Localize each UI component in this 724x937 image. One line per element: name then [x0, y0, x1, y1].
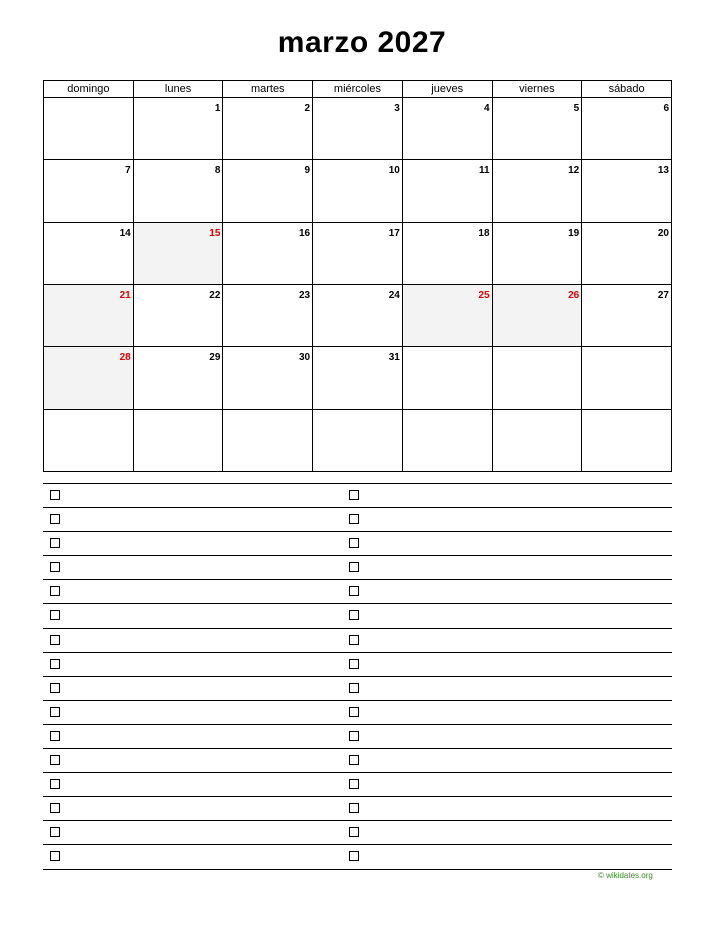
day-cell[interactable] [492, 222, 582, 284]
checkbox-icon[interactable] [349, 635, 359, 645]
day-cell[interactable] [402, 160, 492, 222]
day-number [579, 359, 581, 360]
calendar-title: marzo 2027 [277, 26, 447, 59]
checklist-row [43, 772, 672, 796]
checkbox-icon[interactable] [50, 659, 60, 669]
checkbox-icon[interactable] [349, 827, 359, 837]
day-cell[interactable] [582, 160, 672, 222]
day-number [310, 422, 312, 423]
checkbox-icon[interactable] [50, 586, 60, 596]
checkbox-icon[interactable] [349, 538, 359, 548]
day-number: 1 [214, 103, 221, 114]
day-cell[interactable] [223, 284, 313, 346]
day-number: 13 [657, 165, 669, 177]
checkbox-icon[interactable] [50, 755, 60, 765]
checkbox-icon[interactable] [349, 683, 359, 693]
day-cell[interactable] [223, 409, 313, 471]
checkbox-icon[interactable] [50, 683, 60, 693]
checkbox-icon[interactable] [349, 490, 359, 500]
day-number: 2 [304, 103, 311, 114]
day-number: 27 [657, 289, 669, 301]
checkbox-icon[interactable] [50, 610, 60, 620]
day-number: 23 [298, 289, 311, 301]
day-number: 12 [568, 165, 580, 177]
day-number: 21 [119, 289, 131, 301]
weekday-header: martes [223, 81, 313, 98]
day-number: 18 [478, 227, 490, 239]
day-cell[interactable] [133, 160, 223, 222]
day-cell[interactable] [582, 284, 672, 346]
day-cell[interactable] [582, 222, 672, 284]
day-cell[interactable] [223, 222, 313, 284]
checklist-row [43, 724, 672, 748]
day-number: 22 [209, 289, 221, 301]
weekday-header: lunes [133, 81, 223, 98]
checkbox-icon[interactable] [50, 538, 60, 548]
checklist-row [43, 555, 672, 579]
week-row [44, 284, 672, 346]
checkbox-icon[interactable] [50, 779, 60, 789]
checklist-row [43, 531, 672, 555]
day-cell[interactable] [582, 347, 672, 409]
day-number [669, 422, 671, 423]
day-cell[interactable] [492, 160, 582, 222]
checklist-row [43, 820, 672, 844]
checklist-row [43, 603, 672, 627]
weekday-header: domingo [44, 81, 134, 98]
checkbox-icon[interactable] [349, 803, 359, 813]
day-number: 14 [119, 227, 131, 239]
checkbox-icon[interactable] [349, 851, 359, 861]
day-cell[interactable] [492, 347, 582, 409]
day-number: 30 [298, 352, 311, 364]
week-row [44, 160, 672, 222]
day-number: 19 [568, 227, 580, 239]
day-cell[interactable] [133, 409, 223, 471]
day-cell[interactable] [313, 347, 403, 409]
day-number [400, 422, 402, 423]
day-number: 25 [478, 289, 490, 301]
day-cell[interactable] [582, 409, 672, 471]
day-number [490, 422, 492, 423]
day-number: 7 [125, 165, 131, 177]
day-number: 15 [209, 227, 221, 239]
weekday-header-row [44, 81, 672, 98]
week-row [44, 347, 672, 409]
month-grid [43, 80, 672, 472]
week-row [44, 222, 672, 284]
day-cell[interactable] [223, 347, 313, 409]
day-number [131, 422, 133, 423]
day-number: 20 [657, 227, 669, 239]
day-cell[interactable] [44, 409, 134, 471]
day-cell[interactable] [402, 409, 492, 471]
day-cell[interactable] [44, 222, 134, 284]
checkbox-icon[interactable] [50, 490, 60, 500]
day-cell[interactable] [492, 98, 582, 160]
weekday-header: sábado [582, 81, 672, 98]
day-number: 24 [388, 289, 400, 301]
day-cell[interactable] [133, 98, 223, 160]
day-cell[interactable] [44, 160, 134, 222]
weekday-header: viernes [492, 81, 582, 98]
day-cell[interactable] [223, 160, 313, 222]
checkbox-icon[interactable] [50, 562, 60, 572]
checkbox-icon[interactable] [50, 514, 60, 524]
day-cell[interactable] [492, 409, 582, 471]
checkbox-icon[interactable] [50, 803, 60, 813]
checklist-row [43, 652, 672, 676]
checklist-row [43, 748, 672, 772]
day-number: 6 [663, 103, 669, 114]
checkbox-icon[interactable] [349, 659, 359, 669]
checklist-row [43, 579, 672, 603]
checkbox-icon[interactable] [50, 827, 60, 837]
day-cell[interactable] [313, 222, 403, 284]
day-number: 8 [214, 165, 221, 177]
day-cell[interactable] [313, 409, 403, 471]
day-cell[interactable] [133, 284, 223, 346]
day-cell[interactable] [133, 347, 223, 409]
day-number [220, 422, 222, 423]
checkbox-icon[interactable] [50, 707, 60, 717]
checklist-row [43, 507, 672, 531]
day-cell[interactable] [402, 347, 492, 409]
day-number: 4 [483, 103, 490, 114]
checkbox-icon[interactable] [349, 707, 359, 717]
checklist [43, 483, 672, 870]
day-number [490, 359, 492, 360]
checkbox-icon[interactable] [349, 755, 359, 765]
checkbox-icon[interactable] [50, 731, 60, 741]
day-cell[interactable] [44, 347, 134, 409]
day-number: 31 [388, 352, 400, 364]
weekday-header: jueves [402, 81, 492, 98]
day-cell[interactable] [402, 222, 492, 284]
day-number [669, 359, 671, 360]
checklist-row [43, 628, 672, 652]
day-cell[interactable] [44, 284, 134, 346]
day-cell[interactable] [402, 98, 492, 160]
day-number: 3 [394, 103, 400, 114]
day-number: 16 [298, 227, 311, 239]
day-number: 9 [304, 165, 311, 177]
checkbox-icon[interactable] [349, 562, 359, 572]
day-number [131, 110, 133, 111]
day-cell[interactable] [582, 98, 672, 160]
day-number: 10 [388, 165, 400, 177]
checkbox-icon[interactable] [349, 779, 359, 789]
checklist-row [43, 796, 672, 820]
day-number: 5 [573, 103, 580, 114]
day-cell[interactable] [402, 284, 492, 346]
checkbox-icon[interactable] [50, 635, 60, 645]
checkbox-icon[interactable] [349, 586, 359, 596]
day-cell[interactable] [223, 98, 313, 160]
day-number: 29 [209, 352, 221, 364]
day-cell[interactable] [313, 98, 403, 160]
day-number: 26 [568, 289, 580, 301]
day-cell[interactable] [133, 222, 223, 284]
checkbox-icon[interactable] [349, 731, 359, 741]
day-cell[interactable] [492, 284, 582, 346]
checkbox-icon[interactable] [50, 851, 60, 861]
checklist-row [43, 483, 672, 507]
checkbox-icon[interactable] [349, 514, 359, 524]
day-number: 28 [119, 352, 131, 364]
day-cell[interactable] [313, 284, 403, 346]
weekday-header: miércoles [313, 81, 403, 98]
footer-credit: © wikidates.org [598, 871, 653, 880]
day-number [579, 422, 581, 423]
checklist-row [43, 844, 672, 869]
week-row [44, 409, 672, 471]
checklist-row [43, 700, 672, 724]
day-number: 11 [478, 165, 490, 177]
day-cell[interactable] [313, 160, 403, 222]
checkbox-icon[interactable] [349, 610, 359, 620]
day-cell[interactable] [44, 98, 134, 160]
checklist-row [43, 676, 672, 700]
week-row [44, 98, 672, 160]
day-number: 17 [388, 227, 400, 239]
